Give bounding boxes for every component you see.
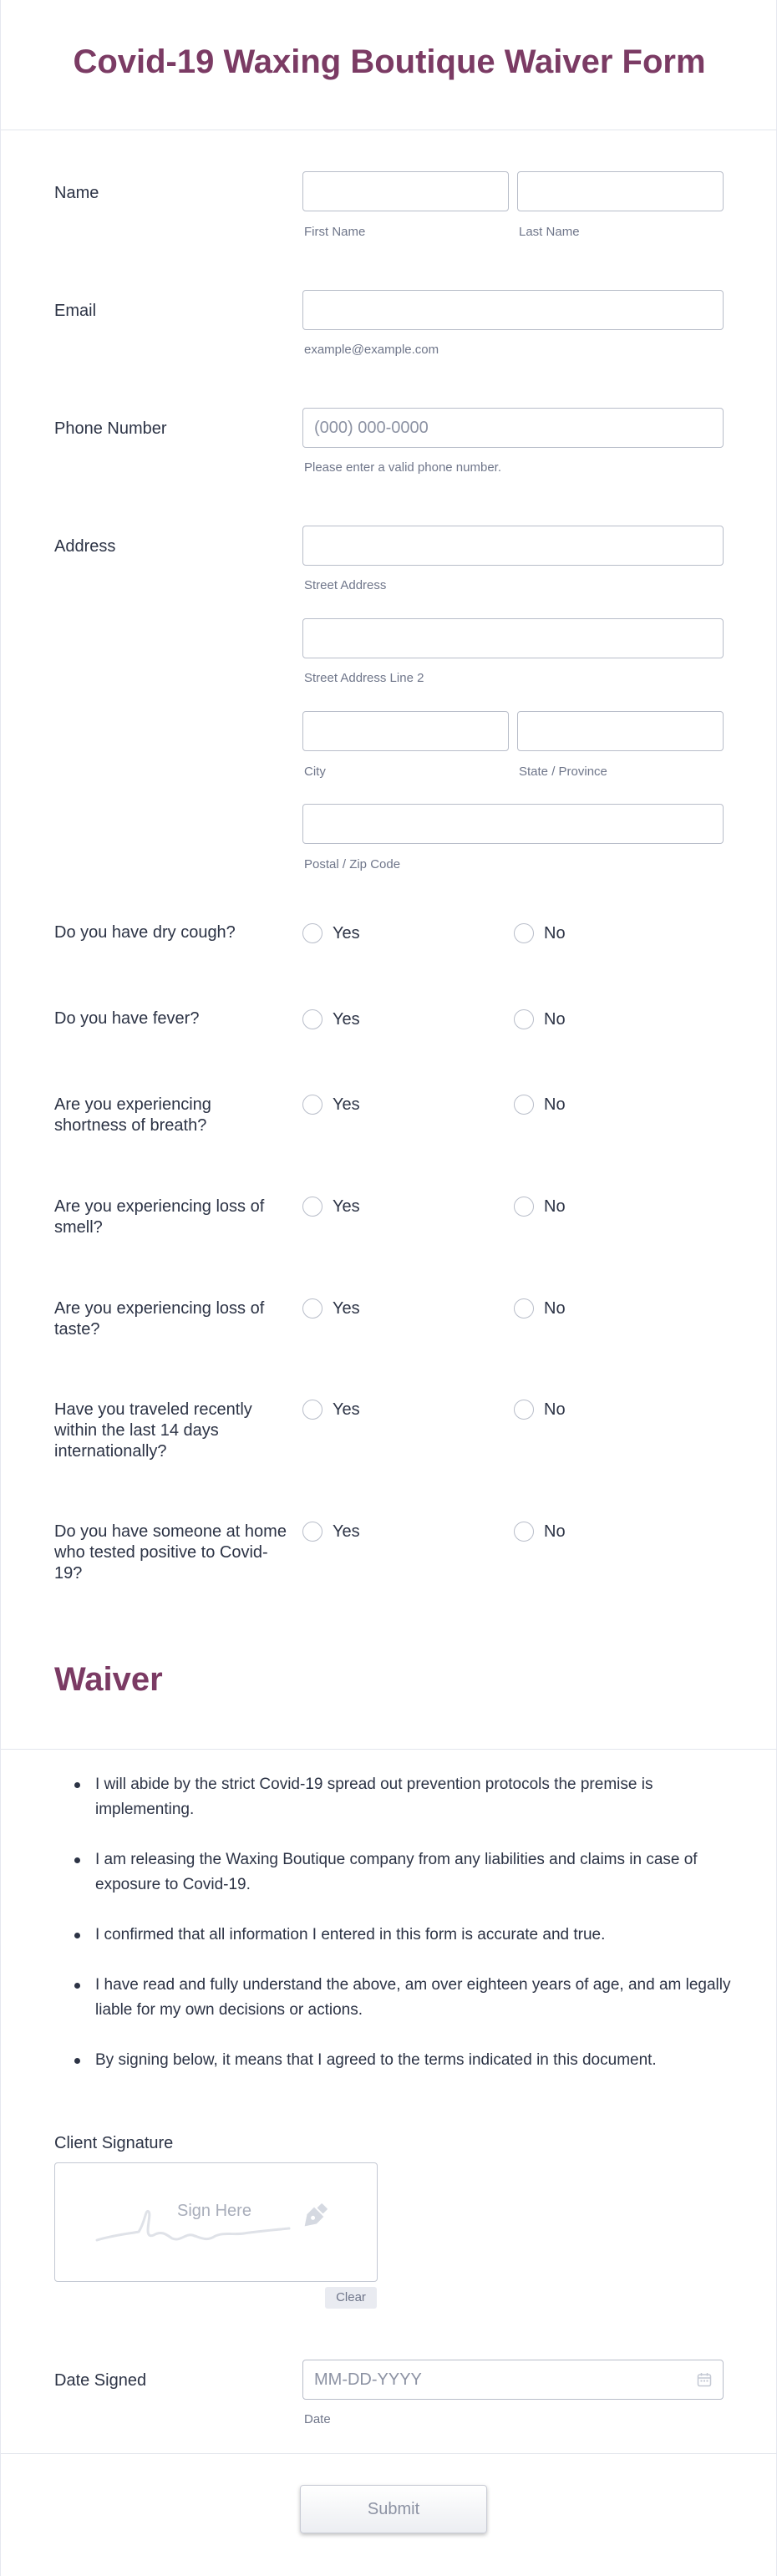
signature-label: Client Signature xyxy=(54,2134,174,2152)
street-address-input[interactable] xyxy=(302,526,724,566)
q3-no-label[interactable]: No xyxy=(544,1095,566,1114)
q1-no-radio[interactable] xyxy=(514,923,534,943)
pen-icon xyxy=(296,2198,333,2235)
question-label: Do you have someone at home who tested positive to Covid-19? xyxy=(54,1522,287,1583)
q2-no-label[interactable]: No xyxy=(544,1010,566,1029)
q7-no-label[interactable]: No xyxy=(544,1522,566,1541)
q5-yes-label[interactable]: Yes xyxy=(333,1299,360,1318)
last-name-sublabel: Last Name xyxy=(519,225,580,239)
state-input[interactable] xyxy=(517,711,724,751)
q4-yes-label[interactable]: Yes xyxy=(333,1197,360,1216)
q6-yes-radio[interactable] xyxy=(302,1400,322,1420)
q6-yes-label[interactable]: Yes xyxy=(333,1400,360,1419)
first-name-sublabel: First Name xyxy=(304,225,366,239)
q2-yes-radio[interactable] xyxy=(302,1009,322,1029)
footer-divider xyxy=(1,2453,777,2454)
q3-yes-label[interactable]: Yes xyxy=(333,1095,360,1114)
date-placeholder: MM-DD-YYYY xyxy=(314,2370,422,2389)
q4-no-label[interactable]: No xyxy=(544,1197,566,1216)
waiver-list xyxy=(71,1772,731,2073)
waiver-item: I will abide by the strict Covid-19 spread out prevention protocols the premise is implementing. xyxy=(71,1772,731,1822)
q2-no-radio[interactable] xyxy=(514,1009,534,1029)
phone-input[interactable]: (000) 000-0000 xyxy=(302,408,724,448)
email-input[interactable] xyxy=(302,290,724,330)
waiver-divider xyxy=(1,1749,777,1750)
date-sublabel: Date xyxy=(304,2412,331,2426)
q5-no-radio[interactable] xyxy=(514,1298,534,1318)
state-sublabel: State / Province xyxy=(519,765,607,779)
q5-no-label[interactable]: No xyxy=(544,1299,566,1318)
q5-yes-radio[interactable] xyxy=(302,1298,322,1318)
zip-sublabel: Postal / Zip Code xyxy=(304,857,401,871)
waiver-item: I confirmed that all information I entered in this form is accurate and true. xyxy=(71,1923,731,1948)
q4-no-radio[interactable] xyxy=(514,1197,534,1217)
q6-no-radio[interactable] xyxy=(514,1400,534,1420)
question-label: Do you have dry cough? xyxy=(54,923,236,942)
first-name-input[interactable] xyxy=(302,171,509,211)
question-label: Do you have fever? xyxy=(54,1009,200,1028)
street-address-sublabel: Street Address xyxy=(304,578,387,592)
zip-input[interactable] xyxy=(302,804,724,844)
q3-no-radio[interactable] xyxy=(514,1095,534,1115)
waiver-item: I am releasing the Waxing Boutique company from any liabilities and claims in case of exposure to Covid-19. xyxy=(71,1847,731,1898)
q2-yes-label[interactable]: Yes xyxy=(333,1010,360,1029)
waiver-item: I have read and fully understand the above, am over eighteen years of age, and am legally liable for my own decisions or actions. xyxy=(71,1973,731,2023)
date-input[interactable] xyxy=(302,2360,724,2400)
q1-yes-radio[interactable] xyxy=(302,923,322,943)
signature-pad[interactable] xyxy=(54,2162,378,2282)
last-name-input[interactable] xyxy=(517,171,724,211)
question-label: Are you experiencing shortness of breath? xyxy=(54,1095,211,1135)
q4-yes-radio[interactable] xyxy=(302,1197,322,1217)
q7-yes-label[interactable]: Yes xyxy=(333,1522,360,1541)
date-label: Date Signed xyxy=(54,2371,147,2390)
phone-sublabel: Please enter a valid phone number. xyxy=(304,460,501,475)
city-sublabel: City xyxy=(304,765,326,779)
question-label: Have you traveled recently within the last 14 days internationally? xyxy=(54,1400,252,1461)
street-address-2-sublabel: Street Address Line 2 xyxy=(304,671,424,685)
question-label: Are you experiencing loss of smell? xyxy=(54,1197,265,1237)
address-label: Address xyxy=(54,537,116,556)
question-label: Are you experiencing loss of taste? xyxy=(54,1299,265,1339)
submit-button[interactable]: Submit xyxy=(300,2485,487,2533)
q6-no-label[interactable]: No xyxy=(544,1400,566,1419)
calendar-icon[interactable] xyxy=(697,2372,712,2387)
q1-no-label[interactable]: No xyxy=(544,924,566,943)
q1-yes-label[interactable]: Yes xyxy=(333,924,360,943)
waiver-title: Waiver xyxy=(54,1661,163,1698)
form-title: Covid-19 Waxing Boutique Waiver Form xyxy=(73,43,706,80)
city-input[interactable] xyxy=(302,711,509,751)
name-label: Name xyxy=(54,184,99,202)
clear-signature-button[interactable]: Clear xyxy=(325,2287,377,2309)
street-address-2-input[interactable] xyxy=(302,618,724,658)
signature-placeholder: Sign Here xyxy=(177,2202,251,2220)
q3-yes-radio[interactable] xyxy=(302,1095,322,1115)
waiver-item: By signing below, it means that I agreed to the terms indicated in this document. xyxy=(71,2048,731,2073)
email-sublabel: example@example.com xyxy=(304,343,439,357)
phone-label: Phone Number xyxy=(54,419,167,438)
email-label: Email xyxy=(54,302,97,320)
q7-yes-radio[interactable] xyxy=(302,1522,322,1542)
q7-no-radio[interactable] xyxy=(514,1522,534,1542)
